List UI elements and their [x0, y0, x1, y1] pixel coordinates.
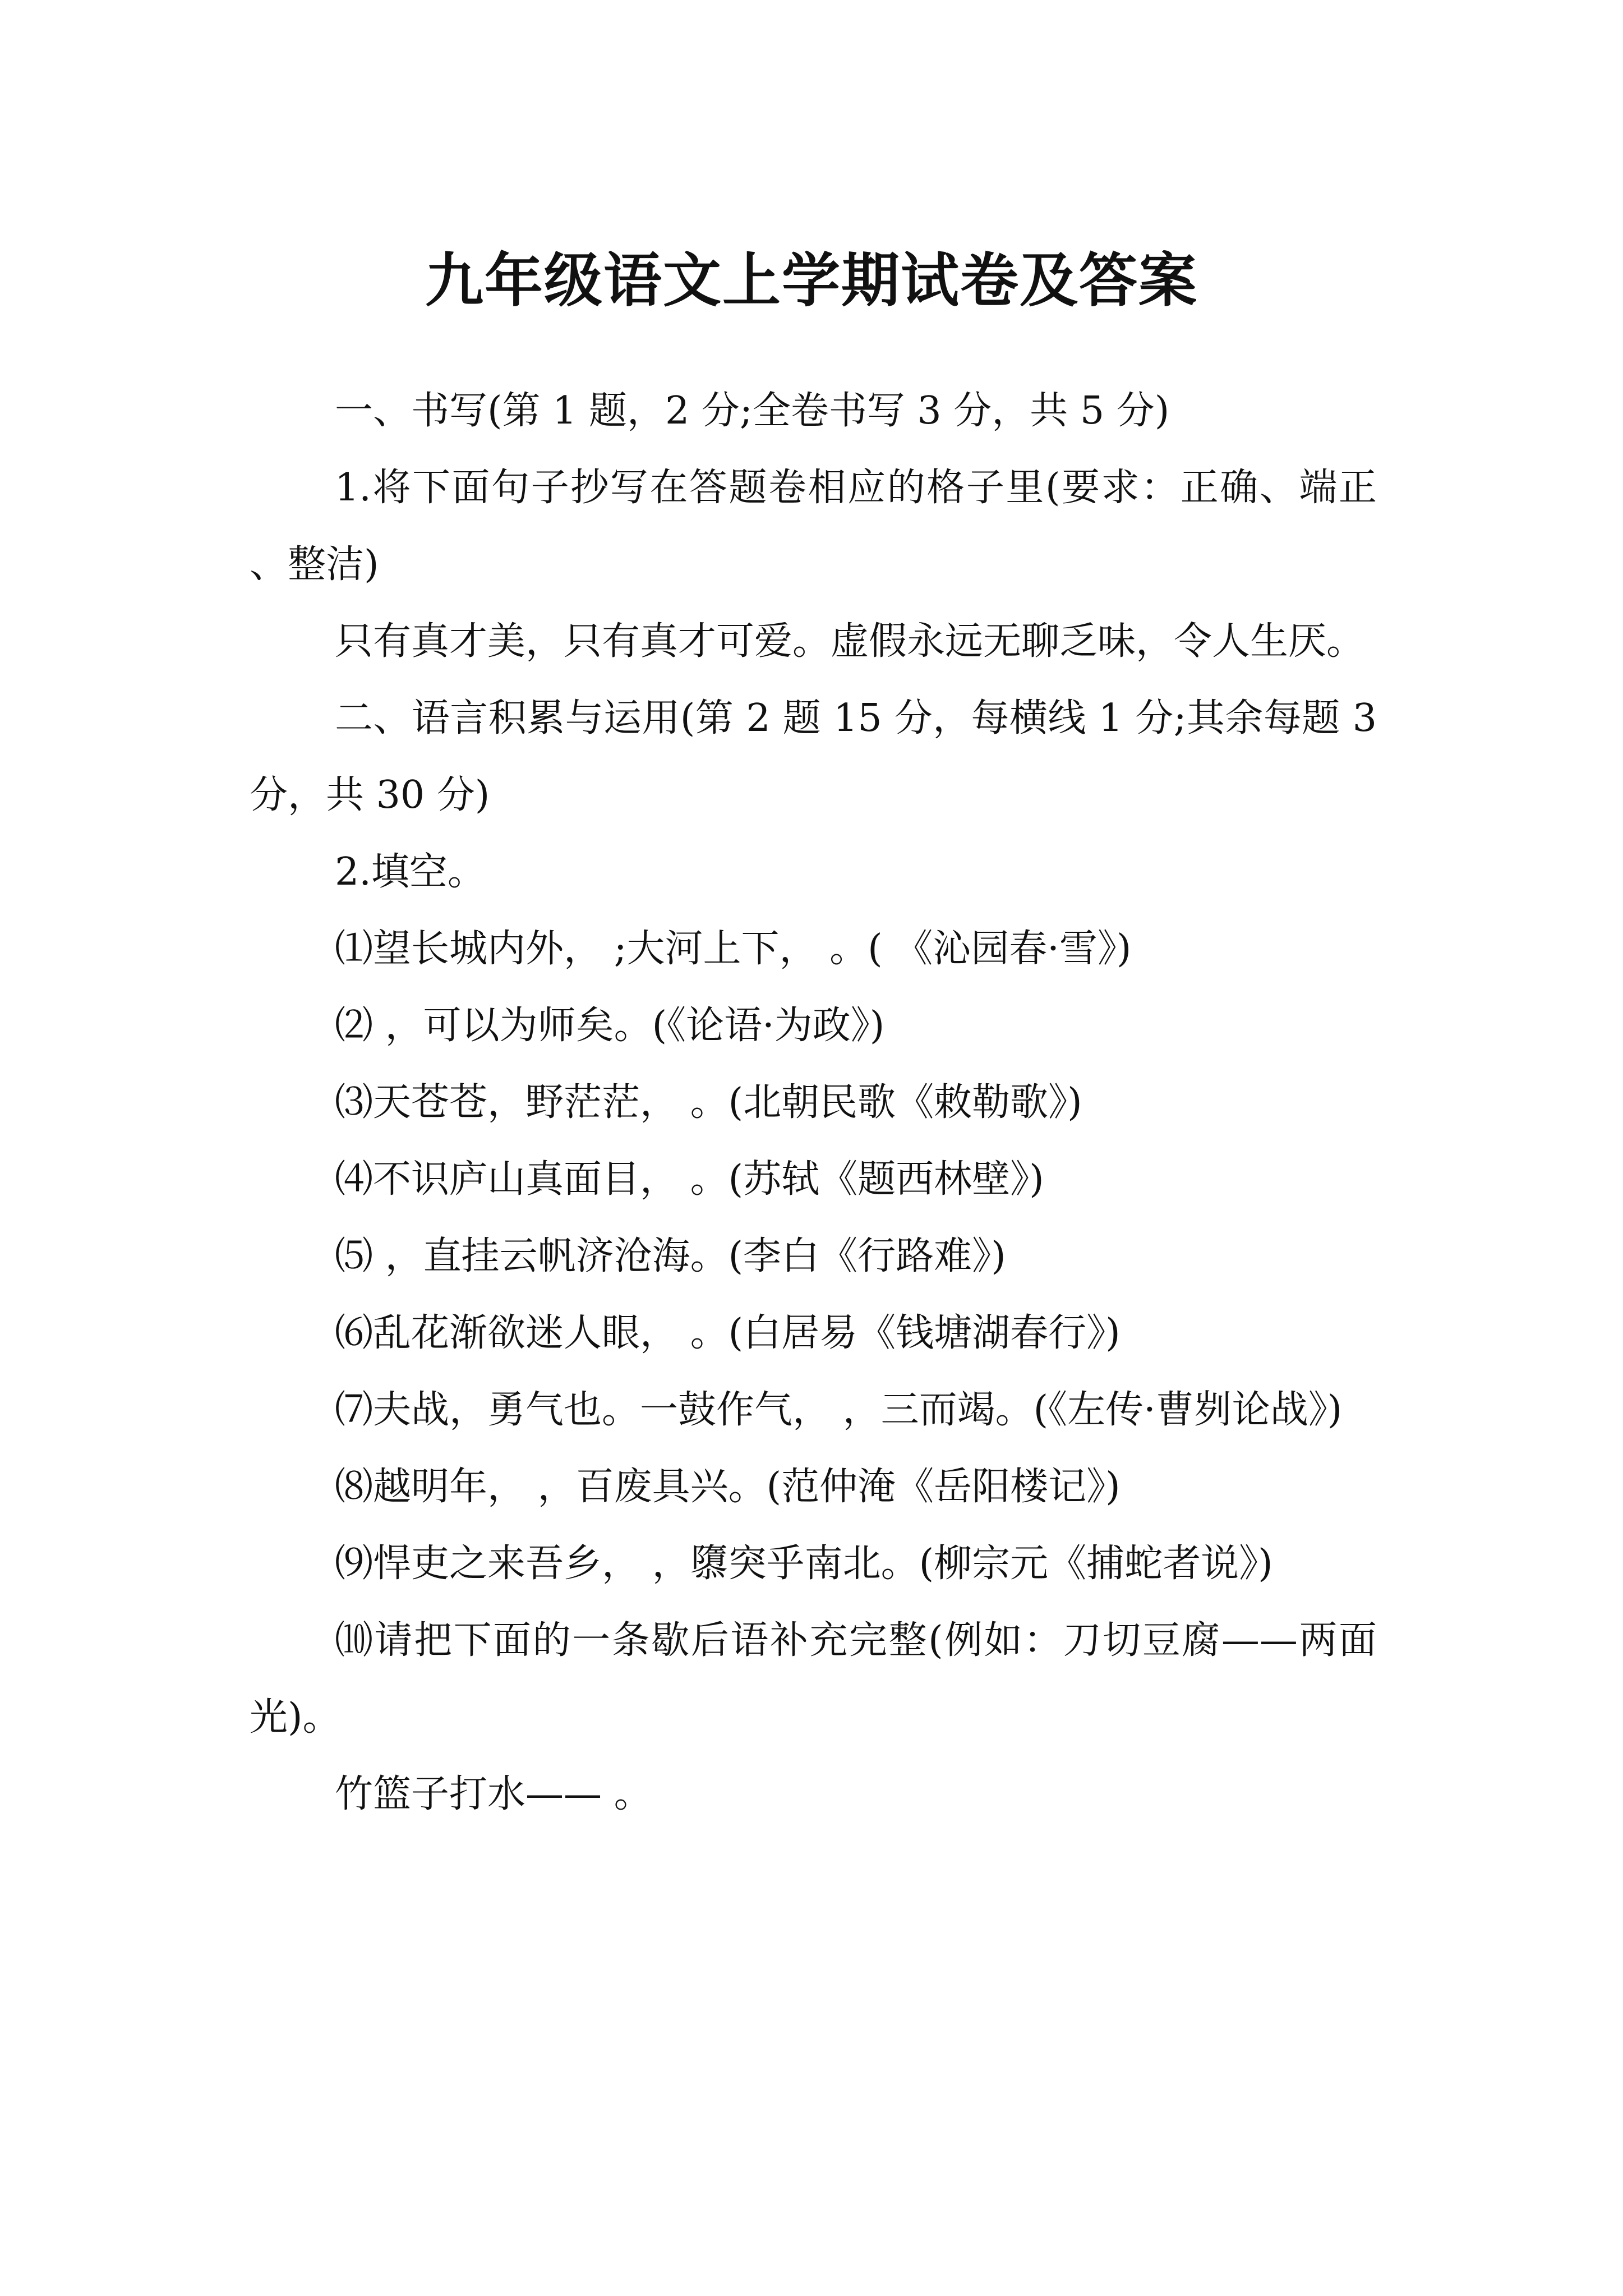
- question-1-text: 只有真才美，只有真才可爱。虚假永远无聊乏味，令人生厌。: [335, 619, 1365, 664]
- fill-blank-item-2: ⑵ ，可以为师矣。(《论语·为政》): [335, 1004, 885, 1048]
- fill-blank-item-10: ⑽请把下面的一条歇后语补充完整(例如：刀切豆腐——两面光)。: [250, 1618, 1377, 1740]
- fill-blank-item-4: ⑷不识庐山真面目， 。(苏轼《题西林壁》): [335, 1157, 1044, 1202]
- fill-blank-item-9: ⑼悍吏之来吾乡， ，隳突乎南北。(柳宗元《捕蛇者说》): [335, 1542, 1273, 1586]
- document-title: 九年级语文上学期试卷及答案: [425, 245, 1198, 315]
- fill-blank-item-7: ⑺夫战，勇气也。一鼓作气， ，三而竭。(《左传·曹刿论战》): [335, 1388, 1343, 1432]
- question-2-heading: 2.填空。: [335, 850, 486, 894]
- fill-blank-item-3: ⑶天苍苍，野茫茫， 。(北朝民歌《敕勒歌》): [335, 1080, 1082, 1125]
- fill-blank-item-6: ⑹乱花渐欲迷人眼， 。(白居易《钱塘湖春行》): [335, 1311, 1121, 1355]
- fill-blank-item-5: ⑸ ，直挂云帆济沧海。(李白《行路难》): [335, 1234, 1006, 1278]
- fill-blank-item-8: ⑻越明年， ，百废具兴。(范仲淹《岳阳楼记》): [335, 1465, 1121, 1509]
- fill-blank-item-10-answer: 竹篮子打水—— 。: [335, 1772, 652, 1816]
- section-heading-writing: 一、书写(第 1 题，2 分;全卷书写 3 分，共 5 分): [335, 389, 1170, 433]
- document-body: [250, 372, 1377, 1833]
- fill-blank-item-1: ⑴望长城内外， ;大河上下， 。( 《沁园春·雪》): [335, 927, 1132, 971]
- section-heading-language: 二、语言积累与运用(第 2 题 15 分，每横线 1 分;其余每题 3 分，共 30 分): [250, 696, 1377, 817]
- question-1-instruction: 1.将下面句子抄写在答题卷相应的格子里(要求：正确、端正、整洁): [250, 466, 1377, 587]
